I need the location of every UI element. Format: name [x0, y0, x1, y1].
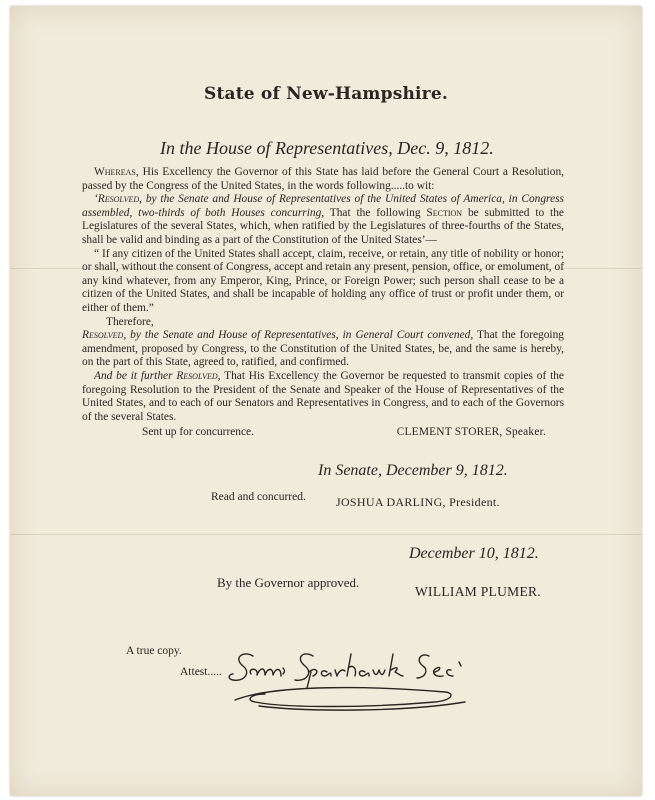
preamble-text: His Excellency the Governor of this State has laid before the General Court a Resolution, passed by the Congress of the United States, in the words following.....to wit:	[82, 166, 564, 192]
further-resolution-paragraph	[82, 370, 564, 424]
preamble-lead: Whereas,	[94, 166, 139, 178]
resolution-body	[82, 166, 564, 440]
section-word: Section	[426, 206, 463, 219]
document-title: State of New-Hampshire.	[204, 84, 448, 104]
true-copy-note: A true copy.	[126, 645, 182, 657]
handwritten-signature	[215, 642, 495, 722]
congress-resolution-paragraph	[82, 193, 564, 247]
fold-crease	[10, 534, 642, 535]
document-sheet	[10, 6, 642, 796]
sent-up-note: Sent up for concurrence.	[142, 426, 254, 439]
congress-resolved-italic: by the Senate and House of Representatives of the United States of America, in Congress assembled, two-thirds of both Houses concurring,	[82, 193, 564, 219]
state-resolution-paragraph	[82, 329, 564, 370]
senate-heading: In Senate, December 9, 1812.	[318, 462, 508, 479]
congress-resolved-text-b: be submitted to the Legislatures of the several States, which, when ratified by the Legislatures of three-fourths of the States, shall be valid and binding as a part of the Constitution of the United States’—	[82, 206, 564, 246]
governor-signature: WILLIAM PLUMER.	[415, 584, 541, 599]
further-lead: And be it further	[94, 369, 173, 382]
speaker-signature: CLEMENT STORER, Speaker.	[396, 426, 546, 439]
house-heading: In the House of Representatives, Dec. 9, 1812.	[160, 138, 494, 158]
congress-resolved-text-a: That the following	[324, 206, 427, 219]
state-resolved-text: That the foregoing amendment, proposed by Congress, to the Constitution of the United States, be, and the same is hereby, on the part of this State, agreed to, ratified, and confirmed.	[82, 329, 564, 369]
speaker-line	[82, 426, 564, 440]
therefore-line: Therefore,	[106, 315, 154, 328]
congress-resolved: ‘Resolved,	[94, 193, 142, 206]
read-concurred-note: Read and concurred.	[211, 491, 306, 503]
attest-label: Attest.....	[180, 666, 222, 678]
president-signature: JOSHUA DARLING, President.	[336, 495, 500, 509]
state-resolved: Resolved,	[82, 329, 127, 342]
amendment-text-paragraph: “ If any citizen of the United States shall accept, claim, receive, or retain, any title of nobility or honor; or shall, without the consent of Congress, accept and retain any present, pension, office, or emolument, of any kind whatever, from any Emperor, King, Prince, or Foreign Power; such person shall cease to be a citizen of the United States, and shall be incapable of holding any office of trust or profit under them, or either of them.”	[82, 247, 564, 314]
further-resolved-text: That His Excellency the Governor be requested to transmit copies of the foregoing Resolution to the President of the Senate and Speaker of the House of Representatives of the United States, and to each of our Senators and Representatives in Congress, and to each of the Governors of the several States.	[82, 369, 564, 423]
state-resolved-italic: by the Senate and House of Representatives, in General Court convened,	[126, 329, 474, 342]
preamble-paragraph	[82, 166, 564, 193]
governor-date: December 10, 1812.	[409, 545, 539, 562]
governor-approved-note: By the Governor approved.	[217, 575, 360, 590]
further-resolved: Resolved,	[172, 369, 221, 382]
